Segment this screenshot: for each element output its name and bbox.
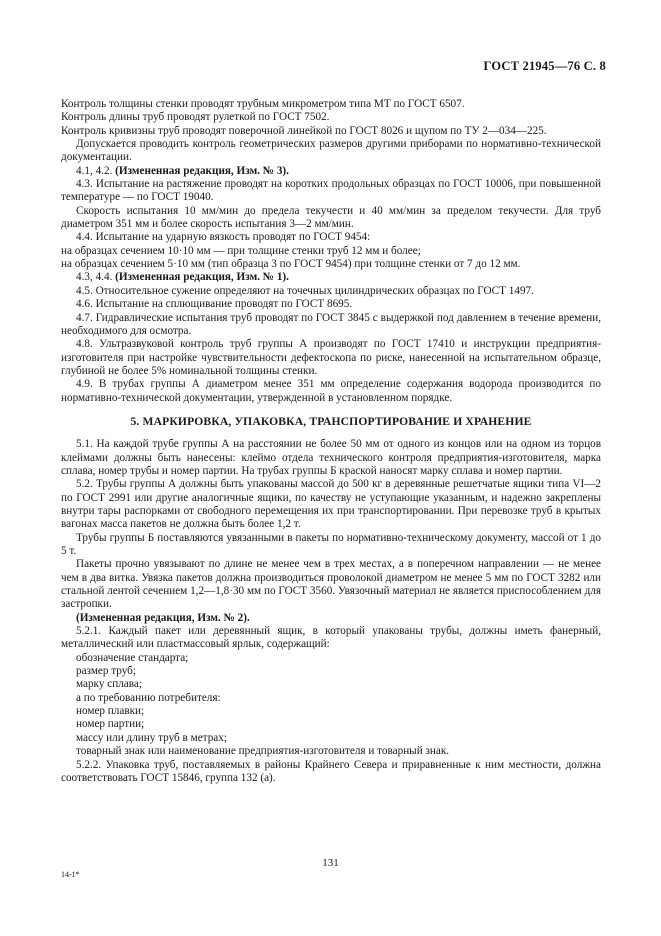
paragraph: Скорость испытания 10 мм/мин до предела текучести и 40 мм/мин за пределом текучести. Для труб диаметром 351 мм и более скорость испытания 3—2 мм/мин. [61,204,601,231]
paragraph: 4.5. Относительное сужение определяют на точечных цилиндрических образцах по ГОСТ 1497. [76,284,534,297]
paragraph: Контроль длины труб проводят рулеткой по ГОСТ 7502. [61,111,330,124]
paragraph: Трубы группы Б поставляются увязанными в пакеты по нормативно-техническому документу, массой от 1 до 5 т. [61,531,601,557]
revision-note-text: (Измененная редакция, Изм. № 1). [115,271,289,284]
paragraph: 5.2. Трубы группы А должны быть упакованы массой до 500 кг в деревянные решетчатые ящики типа VI—2 по ГОСТ 2991 или другие аналогичные ящики, по качеству не уступающие указанным, и надежно закреплены внутри тары распорками от свободного перемещения их при транспортировании. При перевозке труб в крытых вагонах масса пакетов не должна быть более 1,2 т. [61,478,601,531]
revision-note-text: (Измененная редакция, Изм. № 3). [115,164,289,177]
paragraph: Контроль кривизны труб проводят поверочной линейкой по ГОСТ 8026 и щупом по ТУ 2—034—225. [61,124,547,137]
paragraph: 4.9. В трубах группы А диаметром менее 351 мм определение содержания водорода производится по нормативно-технической документации, утвержденной в установленном порядке. [61,378,601,404]
document-body [61,98,601,785]
paragraph: 4.3. Испытание на растяжение проводят на коротких продольных образцах по ГОСТ 10006, при повышенной температуре — по ГОСТ 19040. [61,178,601,204]
list-item: на образцах сечением 5·10 мм (тип образца 3 по ГОСТ 9454) при толщине стенки от 7 до 12 мм. [61,258,521,271]
paragraph: 4.4. Испытание на ударную вязкость проводят по ГОСТ 9454: [76,231,371,244]
list-item: обозначение стандарта; [76,651,189,664]
list-item: массу или длину труб в метрах; [76,731,227,744]
page-number: 131 [322,857,339,869]
footer-code: 14-1* [61,870,80,879]
list-item: товарный знак или наименование предприятия-изготовителя и товарный знак. [76,745,450,758]
list-item: номер плавки; [76,705,145,718]
page-header: ГОСТ 21945—76 С. 8 [483,59,606,73]
list-item: на образцах сечением 10·10 мм — при толщине стенки труб 12 мм и более; [61,244,421,257]
list-item: а по требованию потребителя: [76,691,221,704]
list-item: марку сплава; [76,678,142,691]
paragraph: Допускается проводить контроль геометрических размеров другими приборами по нормативно-технической документации. [61,138,601,164]
revision-note [61,165,601,178]
revision-note [61,271,601,284]
section-title: 5. МАРКИРОВКА, УПАКОВКА, ТРАНСПОРТИРОВАНИЕ И ХРАНЕНИЕ [130,414,532,428]
list-item: номер партии; [76,718,145,731]
paragraph: 4.6. Испытание на сплющивание проводят по ГОСТ 8695. [76,298,353,311]
list-item: размер труб; [76,665,136,678]
paragraph: 5.2.1. Каждый пакет или деревянный ящик, в который упакованы трубы, должны иметь фанерный, металлический или пластмассовый ярлык, содержащий: [61,625,601,651]
paragraph: 5.1. На каждой трубе группы А на расстоянии не более 50 мм от одного из концов или на одном из торцов клеймами должны быть нанесены: клеймо отдела технического контроля предприятия-изготовителя, марка сплава, номер трубы и номер партии. На трубах группы Б краской наносят марку сплава и номер партии. [61,438,601,477]
revision-note-number: 4.1, 4.2. [76,164,113,177]
paragraph: Пакеты прочно увязывают по длине не менее чем в трех местах, а в поперечном направлении — не менее чем в два витка. Увязка пакетов должна производиться проволокой диаметром не менее 5 мм по ГОСТ 3282 или стальной лентой сечением 1,2—1,8·30 мм по ГОСТ 3560. Увязочный материал не является приспособлением для застропки. [61,558,601,611]
revision-note-number: 4.3, 4.4. [76,271,113,284]
paragraph: 4.7. Гидравлические испытания труб проводят по ГОСТ 3845 с выдержкой под давлением в течение времени, необходимого для осмотра. [61,311,601,337]
paragraph: 4.8. Ультразвуковой контроль труб группы А производят по ГОСТ 17410 и инструкции предприятия-изготовителя при настройке чувствительности дефектоскопа по риске, нанесенной на испытательном образце, глубиной не более 5% номинальной толщины стенки. [61,338,601,377]
paragraph: Контроль толщины стенки проводят трубным микрометром типа МТ по ГОСТ 6507. [61,98,465,110]
paragraph: 5.2.2. Упаковка труб, поставляемых в районы Крайнего Севера и приравненные к ним местности, должна соответствовать ГОСТ 15846, группа 132 (а). [61,758,601,784]
revision-note: (Измененная редакция, Изм. № 2). [76,611,250,624]
